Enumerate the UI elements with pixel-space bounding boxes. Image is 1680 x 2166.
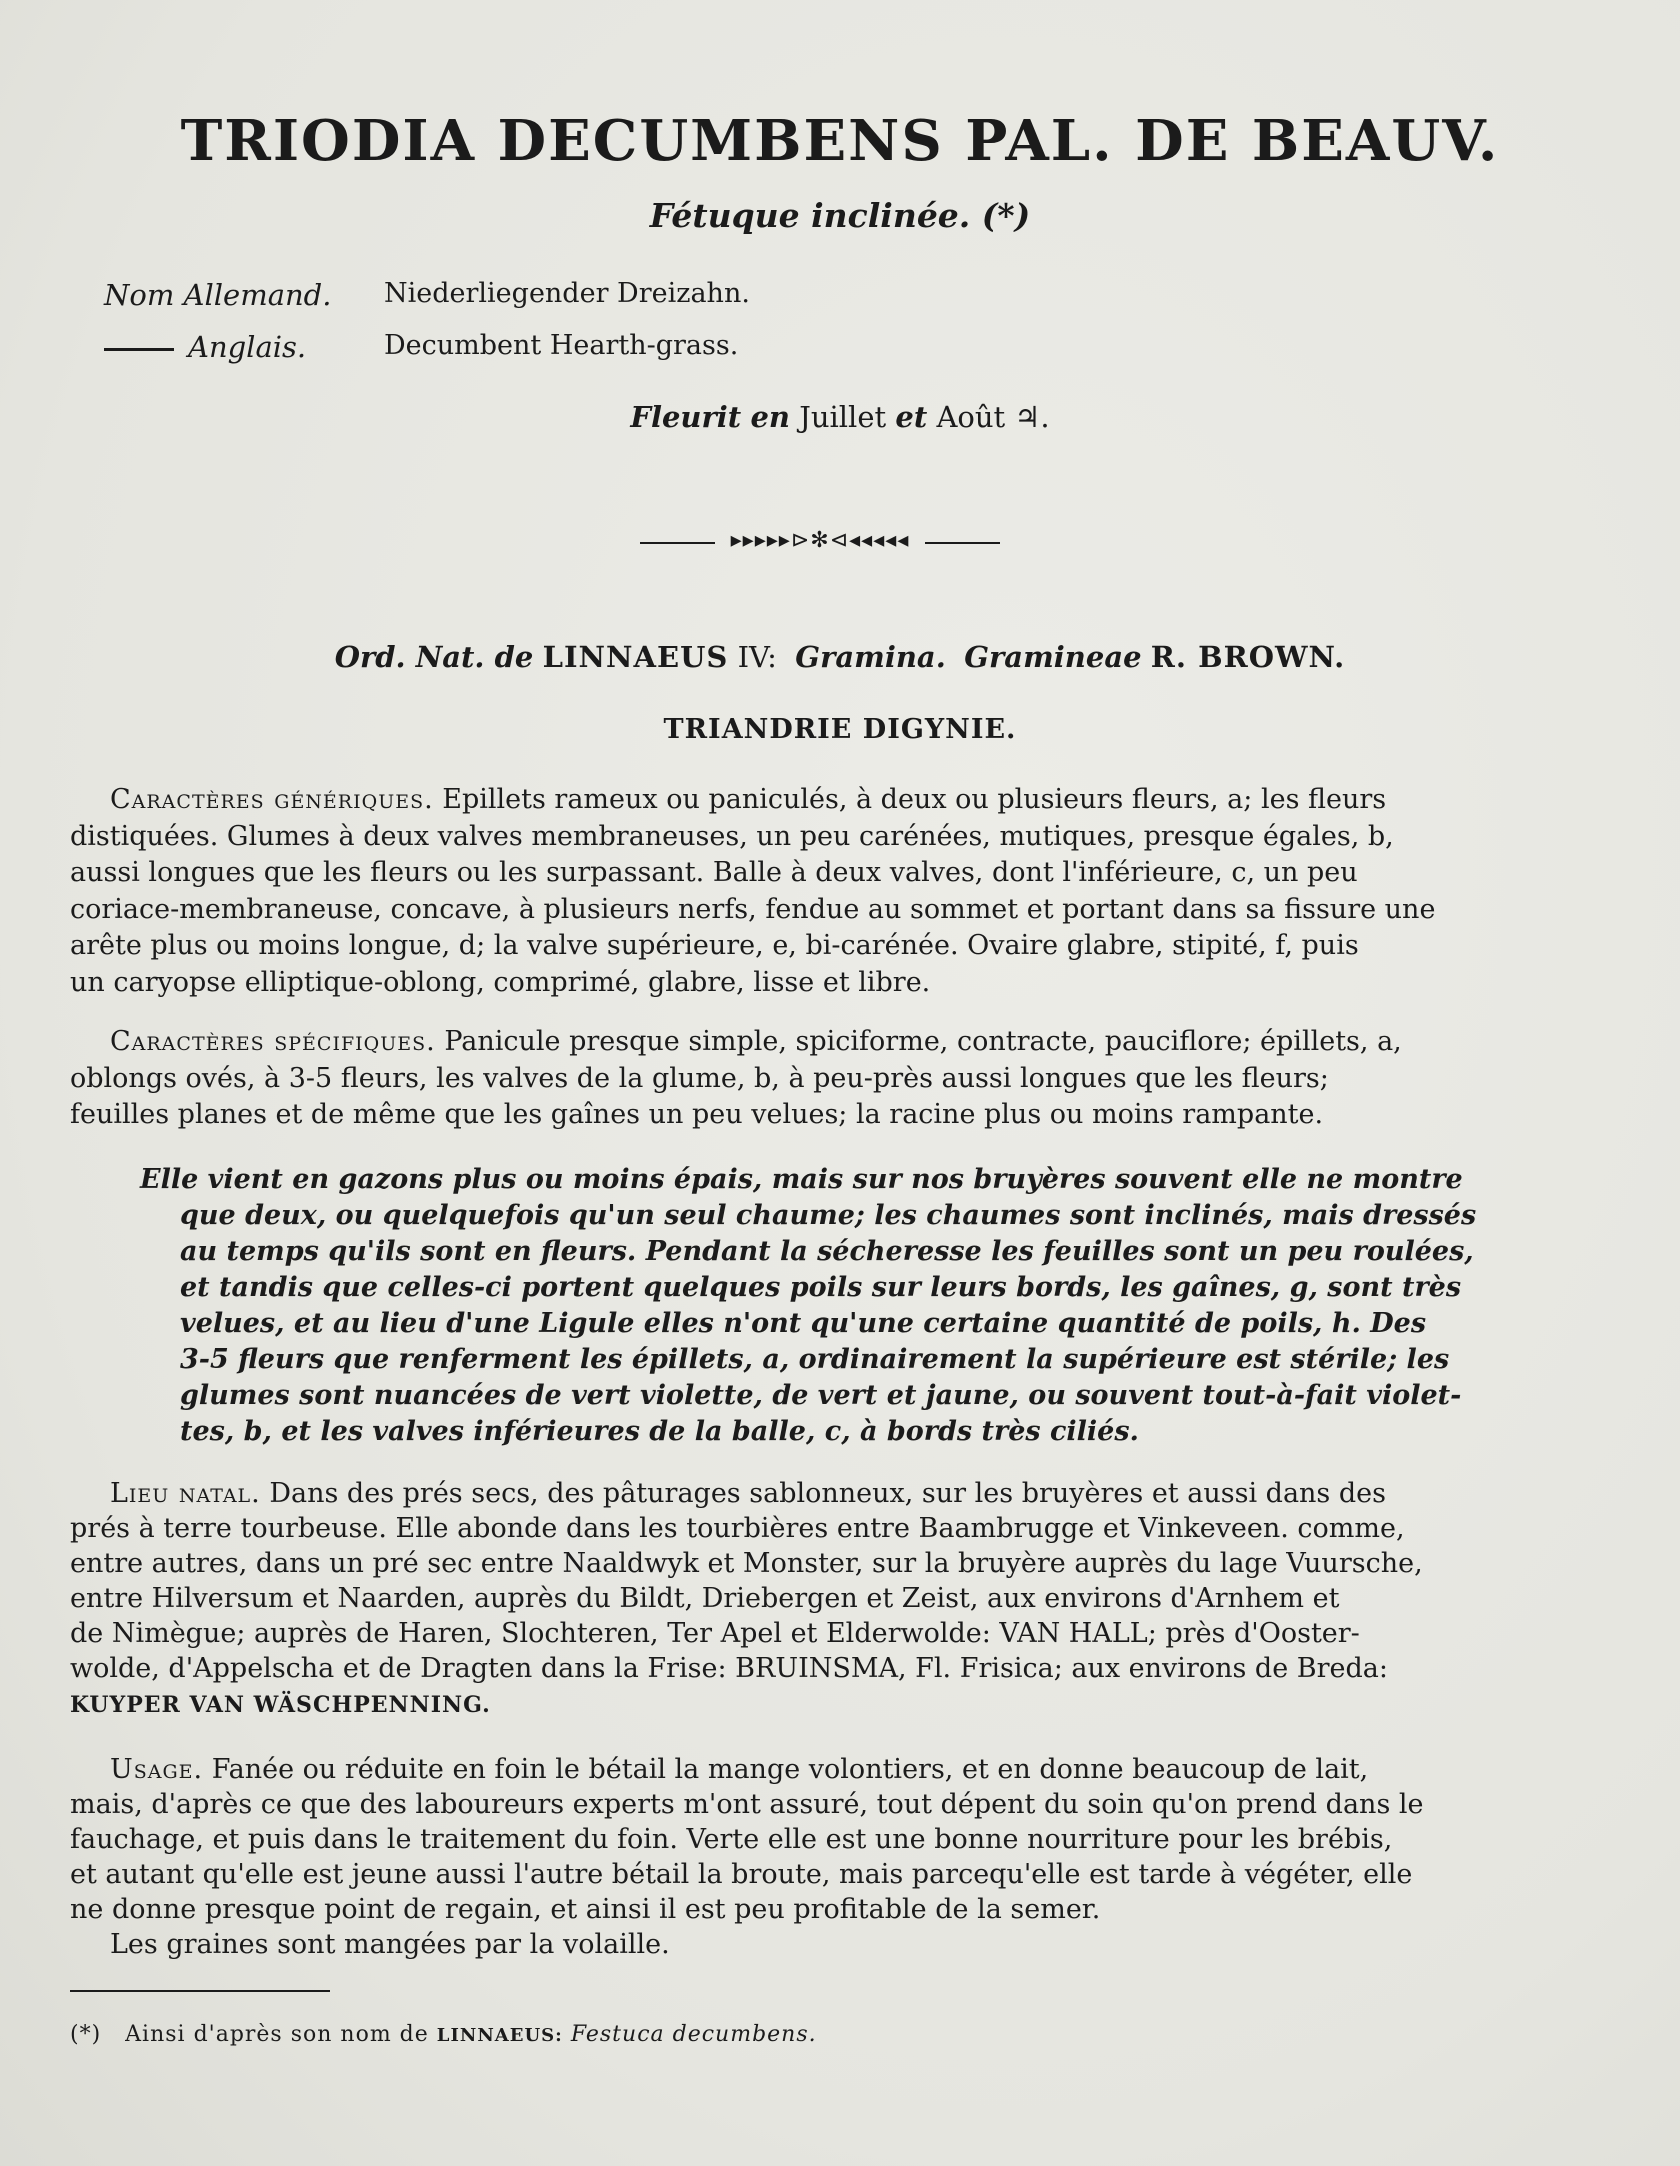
german-label: Nom Allemand. <box>104 278 332 312</box>
en-word: en <box>750 400 790 434</box>
usage-paragraph <box>70 1752 1592 1962</box>
footnote-linnaeus: LINNAEUS: <box>436 2025 563 2046</box>
description-line: velues, et au lieu d'une Ligule elles n'ont qu'une certaine quantité de poils, h. Des <box>180 1308 1427 1339</box>
habitat-line: prés à terre tourbeuse. Elle abonde dans les tourbières entre Baambrugge et Vinkeveen. comme, <box>70 1513 1405 1544</box>
description-line: que deux, ou quelquefois qu'un seul chaume; les chaumes sont inclinés, mais dressés <box>180 1200 1477 1231</box>
description-line: glumes sont nuancées de vert violette, de vert et jaune, ou souvent tout-à-fait violet- <box>180 1380 1462 1411</box>
english-label: Anglais. <box>188 330 307 364</box>
ordnat-brown: R. BROWN. <box>1150 640 1346 674</box>
usage-line: et autant qu'elle est jeune aussi l'autre bétail la broute, mais parcequ'elle est tarde à végéter, elle <box>70 1859 1413 1890</box>
english-name-row <box>104 330 750 382</box>
ornament-glyphs: ▸▸▸▸▸⊳✻⊲◂◂◂◂◂ <box>730 528 910 553</box>
ordnat-gramineae: Gramineae <box>964 640 1142 674</box>
description-paragraph <box>140 1162 1592 1450</box>
flowering-period <box>0 400 1680 434</box>
specific-line: Panicule presque simple, spiciforme, contracte, pauciflore; épillets, a, <box>444 1026 1402 1057</box>
fleurit-word: Fleurit <box>630 400 742 434</box>
habitat-heading: Lieu natal. <box>110 1478 261 1509</box>
description-line: Elle vient en gazons plus ou moins épais, mais sur nos bruyères souvent elle ne montre <box>140 1164 1463 1195</box>
et-word: et <box>895 400 928 434</box>
german-value: Niederliegender Dreizahn. <box>384 278 750 309</box>
english-label-cell <box>104 330 384 382</box>
common-names <box>104 278 750 382</box>
ordnat-prefix: Ord. Nat. de <box>334 640 534 674</box>
juillet-word: Juillet <box>799 400 887 434</box>
aout-word: Août ♃. <box>936 400 1050 434</box>
habitat-line: entre Hilversum et Naarden, auprès du Bildt, Driebergen et Zeist, aux environs d'Arnhem et <box>70 1583 1340 1614</box>
footnote-mark: (*) <box>70 2022 102 2047</box>
generic-characters <box>70 782 1592 1001</box>
footnote <box>70 2022 817 2047</box>
habitat-line: entre autres, dans un pré sec entre Naaldwyk et Monster, sur la bruyère auprès du lage Vuursche, <box>70 1548 1423 1579</box>
generic-line: Epillets rameux ou paniculés, à deux ou plusieurs fleurs, a; les fleurs <box>442 784 1387 815</box>
french-name: Fétuque inclinée. (*) <box>649 196 1031 235</box>
generic-line: un caryopse elliptique-oblong, comprimé, glabre, lisse et libre. <box>70 966 931 998</box>
usage-line: Les graines sont mangées par la volaille. <box>110 1929 670 1960</box>
description-line: et tandis que celles-ci portent quelques poils sur leurs bords, les gaînes, g, sont très <box>180 1272 1462 1303</box>
footnote-text: Ainsi d'après son nom de <box>125 2022 429 2047</box>
footnote-species: Festuca decumbens. <box>570 2022 817 2047</box>
footnote-rule <box>70 1990 330 1992</box>
generic-line: arête plus ou moins longue, d; la valve supérieure, e, bi-carénée. Ovaire glabre, stipité, f, puis <box>70 930 1359 961</box>
linnaean-class: TRIANDRIE DIGYNIE. <box>663 714 1017 745</box>
ornament-line-left <box>640 542 715 544</box>
generic-heading: Caractères génériques. <box>110 784 434 815</box>
specific-line: oblongs ovés, à 3-5 fleurs, les valves de la glume, b, à peu-près aussi longues que les fleurs; <box>70 1062 1329 1094</box>
generic-line: distiquées. Glumes à deux valves membraneuses, un peu carénées, mutiques, presque égales, b, <box>70 820 1394 852</box>
specific-line: feuilles planes et de même que les gaînes un peu velues; la racine plus ou moins rampante. <box>70 1099 1324 1130</box>
page-title: TRIODIA DECUMBENS PAL. DE BEAUV. <box>180 108 1500 174</box>
generic-line: coriace-membraneuse, concave, à plusieurs nerfs, fendue au sommet et portant dans sa fissure une <box>70 893 1436 925</box>
description-line: 3-5 fleurs que renferment les épillets, a, ordinairement la supérieure est stérile; les <box>180 1344 1450 1375</box>
native-habitat <box>70 1476 1592 1723</box>
habitat-line: de Nimègue; auprès de Haren, Slochteren, Ter Apel et Elderwolde: VAN HALL; près d'Ooster- <box>70 1618 1360 1649</box>
usage-line: fauchage, et puis dans le traitement du foin. Verte elle est une bonne nourriture pour les brébis, <box>70 1824 1393 1855</box>
habitat-line: wolde, d'Appelscha et de Dragten dans la Frise: BRUINSMA, Fl. Frisica; aux environs de Breda: <box>70 1653 1388 1684</box>
habitat-line: KUYPER VAN WÄSCHPENNING. <box>70 1692 491 1718</box>
generic-line: aussi longues que les fleurs ou les surpassant. Balle à deux valves, dont l'inférieure, c, un peu <box>70 857 1358 888</box>
usage-line: ne donne presque point de regain, et ainsi il est peu profitable de la semer. <box>70 1894 1101 1925</box>
specific-heading: Caractères spécifiques. <box>110 1026 436 1057</box>
specific-characters <box>70 1024 1592 1134</box>
usage-heading: Usage. <box>110 1754 204 1785</box>
ornament-line-right <box>925 542 1000 544</box>
german-name-row <box>104 278 750 330</box>
ornament-divider <box>640 528 1000 558</box>
usage-line: mais, d'après ce que des laboureurs experts m'ont assuré, tout dépent du soin qu'on prend dans le <box>70 1789 1424 1820</box>
description-line: au temps qu'ils sont en fleurs. Pendant la sécheresse les feuilles sont un peu roulées, <box>180 1236 1474 1267</box>
habitat-line: Dans des prés secs, des pâturages sablonneux, sur les bruyères et aussi dans des <box>269 1478 1386 1509</box>
usage-line: Fanée ou réduite en foin le bétail la mange volontiers, et en donne beaucoup de lait, <box>211 1754 1369 1785</box>
ordnat-num: IV: <box>737 640 777 674</box>
natural-order <box>0 640 1680 674</box>
ordnat-linnaeus: LINNAEUS <box>542 640 729 674</box>
ditto-dash <box>104 348 174 351</box>
english-value: Decumbent Hearth-grass. <box>384 330 739 361</box>
description-line: tes, b, et les valves inférieures de la balle, c, à bords très ciliés. <box>180 1416 1139 1447</box>
ordnat-gramina: Gramina. <box>795 640 946 674</box>
